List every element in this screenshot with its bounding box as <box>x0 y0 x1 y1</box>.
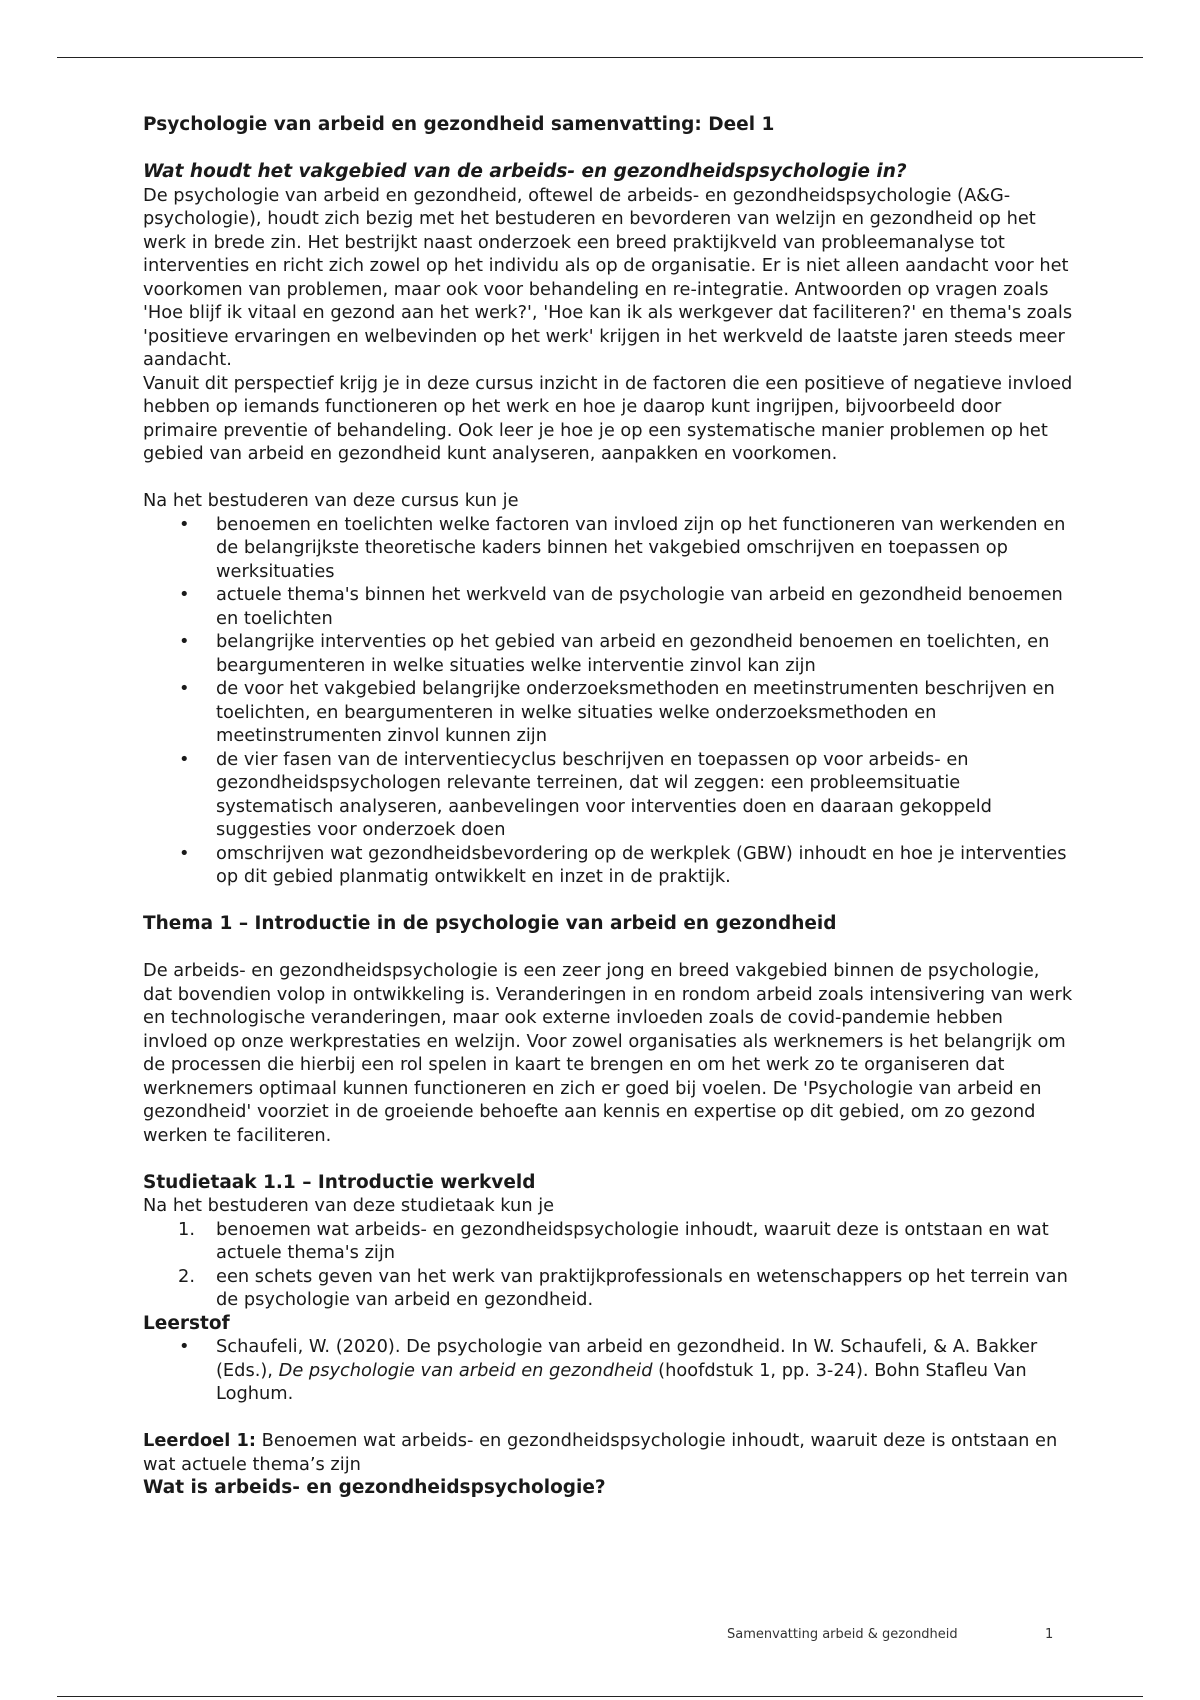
bullet-icon: • <box>179 748 190 770</box>
outcome-item: • omschrijven wat gezondheidsbevordering op de werkplek (GBW) inhoudt en hoe je interventies op dit gebied planmatig ontwikkelt en inzet in de praktijk. <box>179 842 1067 887</box>
outcome-item: • actuele thema's binnen het werkveld van de psychologie van arbeid en gezondheid benoemen en toelichten <box>179 584 1063 629</box>
studytask-list <box>143 1218 1073 1312</box>
theme-paragraph: De arbeids- en gezondheidspsychologie is een zeer jong en breed vakgebied binnen de psychologie, dat bovendien volop in ontwikkeling is. Veranderingen in en rondom arbeid zoals intensivering van werk en technologische veranderingen, maar ook externe invloeden zoals de covid-pandemie hebben invloed op onze werkprestaties en welzijn. Voor zowel organisaties als werknemers is het belangrijk om de processen die hierbij een rol spelen in kaart te brengen en om het werk zo te organiseren dat werknemers optimaal kunnen functioneren en zich er goed bij voelen. De 'Psychologie van arbeid en gezondheid' voorziet in de groeiende behoefte aan kennis en expertise op dit gebied, om zo gezond werken te faciliteren. <box>143 960 1073 1146</box>
page-number: 1 <box>1045 1627 1054 1642</box>
bullet-icon: • <box>179 678 190 699</box>
bullet-icon: • <box>179 1336 190 1357</box>
studytask-lead: Na het bestuderen van deze studietaak kun je <box>143 1195 555 1216</box>
document-title: Psychologie van arbeid en gezondheid samenvatting: Deel 1 <box>143 114 775 135</box>
studytask-heading: Studietaak 1.1 – Introductie werkveld <box>143 1171 536 1193</box>
studytask-item: 1. benoemen wat arbeids- en gezondheidspsychologie inhoudt, waaruit deze is ontstaan en wat actuele thema's zijn <box>178 1218 1049 1263</box>
outcome-item: • belangrijke interventies op het gebied van arbeid en gezondheid benoemen en toelichten, en beargumenteren in welke situaties welke interventie zinvol kan zijn <box>179 631 1050 676</box>
header-rule <box>57 57 1143 58</box>
bullet-icon: • <box>179 513 190 535</box>
intro-paragraph-1: De psychologie van arbeid en gezondheid, oftewel de arbeids- en gezondheidspsychologie (A&G-psychologie), houdt zich bezig met het bestuderen en bevorderen van welzijn en gezondheid op het werk in brede zin. Het bestrijkt naast onderzoek een breed praktijkveld van probleemanalyse tot interventies en richt zich zowel op het individu als op de organisatie. Er is niet alleen aandacht voor het voorkomen van problemen, maar ook voor behandeling en re-integratie. Antwoorden op vragen zoals 'Hoe blijf ik vitaal en gezond aan het werk?', 'Hoe kan ik als werkgever dat faciliteren?' en thema's zoals 'positieve ervaringen en welbevinden op het werk' krijgen in het werkveld de laatste jaren steeds meer aandacht. <box>143 184 1073 370</box>
final-heading: Wat is arbeids- en gezondheidspsychologie? <box>143 1477 606 1498</box>
reference-list <box>143 1335 1073 1406</box>
outcome-item: • de vier fasen van de interventiecyclus beschrijven en toepassen op voor arbeids- en gezondheidspsychologen relevante terreinen, dat wil zeggen: een probleemsituatie systematisch analyseren, aanbevelingen voor interventies doen en daaraan gekoppeld suggesties voor onderzoek doen <box>179 748 992 840</box>
section-question: Wat houdt het vakgebied van de arbeids- en gezondheidspsychologie in? <box>143 161 907 182</box>
theme-heading: Thema 1 – Introductie in de psychologie van arbeid en gezondheid <box>143 913 837 934</box>
leerstof-heading: Leerstof <box>143 1312 230 1334</box>
reference-item: • Schaufeli, W. (2020). De psychologie van arbeid en gezondheid. In W. Schaufeli, & A. Bakker (Eds.), De psychologie van arbeid en gezondheid (hoofdstuk 1, pp. 3-24). Bohn Stafleu Van Loghum. <box>179 1336 1038 1404</box>
document-body <box>143 113 1073 1500</box>
outcome-item: • benoemen en toelichten welke factoren van invloed zijn op het functioneren van werkenden en de belangrijkste theoretische kaders binnen het vakgebied omschrijven en toepassen op werksituaties <box>179 513 1066 582</box>
learning-goal: Leerdoel 1: Benoemen wat arbeids- en gezondheidspsychologie inhoudt, waaruit deze is ontstaan en wat actuele thema’s zijn <box>143 1430 1058 1475</box>
outcome-item: • de voor het vakgebied belangrijke onderzoeksmethoden en meetinstrumenten beschrijven en toelichten, en beargumenteren in welke situaties welke onderzoeksmethoden en meetinstrumenten zinvol kunnen zijn <box>179 678 1055 746</box>
bullet-icon: • <box>179 584 190 605</box>
learning-goal-label: Leerdoel 1: <box>143 1430 256 1451</box>
outcomes-list <box>143 513 1073 889</box>
studytask-item: 2. een schets geven van het werk van praktijkprofessionals en wetenschappers op het terrein van de psychologie van arbeid en gezondheid. <box>178 1265 1068 1310</box>
bullet-icon: • <box>179 842 190 864</box>
footer-rule <box>57 1696 1143 1697</box>
bullet-icon: • <box>179 631 190 652</box>
reference-book-title: De psychologie van arbeid en gezondheid <box>278 1359 653 1381</box>
outcomes-lead: Na het bestuderen van deze cursus kun je <box>143 490 519 511</box>
intro-paragraph-2: Vanuit dit perspectief krijg je in deze cursus inzicht in de factoren die een positieve of negatieve invloed hebben op iemands functioneren op het werk en hoe je daarop kunt ingrijpen, bijvoorbeeld door primaire preventie of behandeling. Ook leer je hoe je op een systematische manier problemen op het gebied van arbeid en gezondheid kunt analyseren, aanpakken en voorkomen. <box>143 372 1073 464</box>
footer-filename: Samenvatting arbeid & gezondheid <box>727 1627 958 1642</box>
